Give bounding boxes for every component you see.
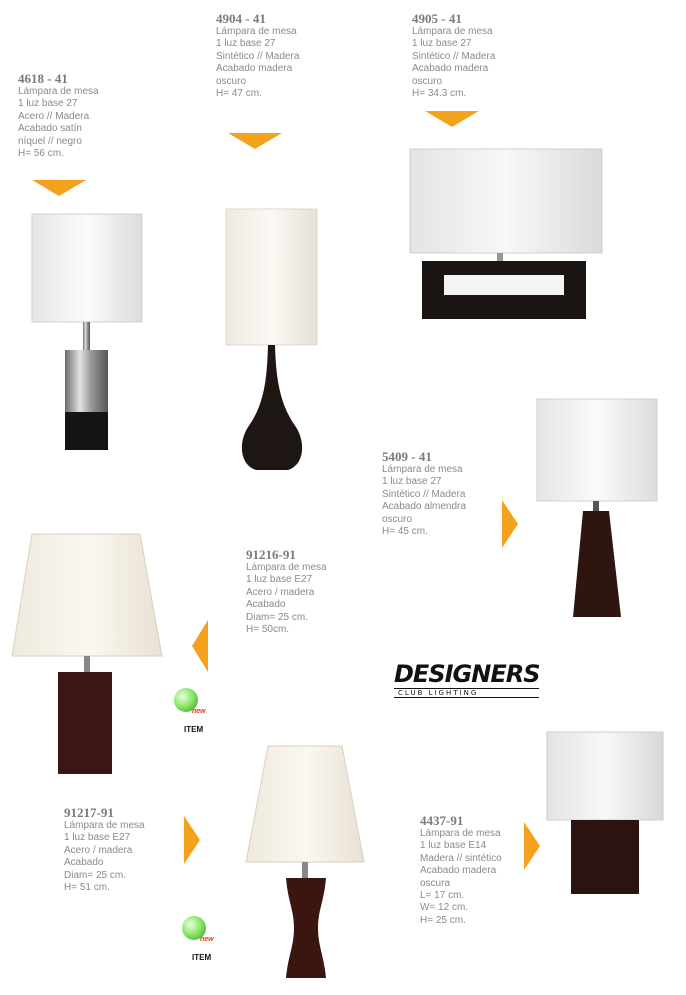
desc-line: Acabado satín [18, 123, 82, 135]
lamp-image-91216 [10, 528, 172, 778]
product-code: 4904 - 41 [216, 11, 266, 26]
pointer-arrow-down [425, 111, 479, 127]
lamp-image-5409 [533, 395, 661, 620]
desc-line: Lámpara de mesa [412, 26, 493, 37]
desc-line: oscuro [412, 75, 443, 87]
desc-line: oscuro [216, 75, 247, 87]
lamp-image-4904 [220, 205, 325, 480]
product-91217-91 [64, 806, 145, 894]
desc-line: Sintético // Madera [382, 488, 466, 500]
product-code: 5409 - 41 [382, 449, 432, 464]
badge-new-text: new [192, 708, 206, 715]
desc-line: Acero // Madera [18, 110, 90, 122]
lamp-image-4618 [28, 210, 148, 455]
product-code: 91217-91 [64, 805, 114, 820]
pointer-arrow-right [502, 500, 518, 548]
logo-sub: CLUB LIGHTING [394, 688, 539, 698]
desc-line: H= 56 cm. [18, 148, 64, 160]
product-91216-91 [246, 548, 327, 636]
desc-line: Lámpara de mesa [216, 26, 297, 37]
product-code: 4618 - 41 [18, 71, 68, 86]
product-code: 4437-91 [420, 813, 464, 828]
new-item-badge [182, 916, 222, 962]
desc-line: H= 25 cm. [420, 914, 466, 926]
desc-line: H= 45 cm. [382, 526, 428, 538]
product-4618-41 [18, 72, 99, 160]
desc-line: Acero / madera [64, 844, 133, 856]
desc-line: Sintético // Madera [412, 50, 496, 62]
desc-line: Acabado madera [412, 63, 489, 75]
pointer-arrow-right [184, 816, 200, 864]
desc-line: Diam= 25 cm. [246, 611, 308, 623]
desc-line: Acero / madera [246, 586, 315, 598]
desc-line: Diam= 25 cm. [64, 869, 126, 881]
pointer-arrow-left [192, 620, 208, 672]
desc-line: L= 17 cm. [420, 890, 465, 902]
desc-line: Acabado madera [420, 865, 497, 877]
desc-line: Acabado madera [216, 63, 293, 75]
badge-new-text: new [200, 936, 214, 943]
pointer-arrow-down [228, 133, 282, 149]
desc-line: 1 luz base 27 [412, 38, 472, 50]
badge-item-text: ITEM [184, 725, 204, 734]
desc-line: H= 50cm. [246, 624, 290, 636]
lamp-image-4437 [543, 728, 668, 898]
logo-main: DESIGNERS [394, 660, 540, 688]
desc-line: Acabado almendra [382, 501, 466, 513]
desc-line: W= 12 cm. [420, 902, 469, 914]
desc-line: Lámpara de mesa [18, 86, 99, 97]
desc-line: Sintético // Madera [216, 50, 300, 62]
desc-line: oscuro [382, 513, 413, 525]
desc-line: 1 luz base 27 [216, 38, 276, 50]
product-4437-91 [420, 814, 502, 927]
desc-line: 1 luz base E14 [420, 840, 487, 852]
product-code: 4905 - 41 [412, 11, 462, 26]
product-code: 91216-91 [246, 547, 296, 562]
desc-line: Lámpara de mesa [64, 820, 145, 831]
desc-line: 1 luz base E27 [246, 574, 313, 586]
desc-line: Lámpara de mesa [382, 464, 463, 475]
desc-line: H= 34.3 cm. [412, 88, 467, 100]
desc-line: 1 luz base 27 [382, 476, 442, 488]
desc-line: 1 luz base 27 [18, 98, 78, 110]
product-5409-41 [382, 450, 466, 538]
desc-line: oscura [420, 877, 451, 889]
desc-line: H= 51 cm. [64, 882, 110, 894]
desc-line: Acabado [64, 857, 104, 869]
product-4904-41 [216, 12, 299, 100]
lamp-image-4905 [404, 145, 609, 325]
new-item-badge [174, 688, 214, 734]
desc-line: níquel // negro [18, 135, 82, 147]
desc-line: Lámpara de mesa [420, 828, 501, 839]
lamp-image-91217 [244, 742, 369, 982]
desc-line: 1 luz base E27 [64, 832, 131, 844]
desc-line: Madera // sintético [420, 852, 502, 864]
pointer-arrow-right [524, 822, 540, 870]
desc-line: H= 47 cm. [216, 88, 262, 100]
desc-line: Acabado [246, 599, 286, 611]
product-4905-41 [412, 12, 495, 100]
badge-item-text: ITEM [192, 953, 212, 962]
desc-line: Lámpara de mesa [246, 562, 327, 573]
brand-logo [394, 660, 539, 698]
pointer-arrow-down [32, 180, 86, 196]
